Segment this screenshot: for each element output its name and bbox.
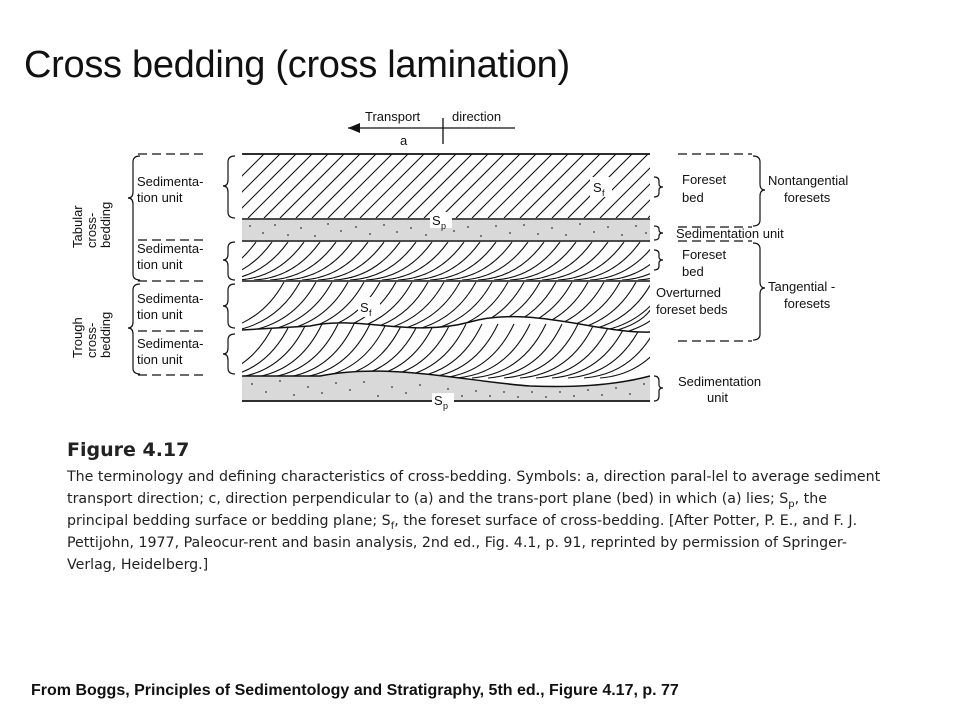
figure-block — [67, 438, 887, 576]
svg-text:Overturned: Overturned — [656, 285, 722, 300]
svg-text:S: S — [360, 300, 369, 315]
unit-label-2 — [137, 241, 203, 272]
trough-cross-bedding-label — [70, 312, 113, 358]
nontangential-foresets-label — [768, 173, 848, 205]
svg-text:S: S — [434, 393, 443, 408]
foreset-unit-4 — [200, 324, 674, 378]
right-unit-markers — [654, 154, 765, 401]
tangential-foresets-label — [768, 279, 835, 311]
svg-text:Sedimenta-: Sedimenta- — [137, 241, 204, 256]
svg-text:unit: unit — [707, 390, 728, 405]
svg-text:cross-: cross- — [84, 212, 99, 248]
svg-text:bed: bed — [682, 190, 704, 205]
svg-text:Tabular: Tabular — [70, 205, 85, 248]
svg-text:Tangential -: Tangential - — [768, 279, 836, 294]
foreset-bed-label-1 — [682, 172, 726, 205]
foreset-unit-2 — [190, 242, 704, 280]
svg-text:cross-: cross- — [84, 322, 99, 358]
figure-caption: The terminology and defining characteristics of cross-bedding. Symbols: a, direction paral-lel to average sediment transport direction; c, direction perpendicular to (a) and the trans-port plane (bed) in which (a) lies; $S_p$, the principal bedding surface or bedding plane; $S_f$, the foreset surface of cross-bedding. [After Potter, P. E., and F. J. Pettijohn, 1977, Paleocur-rent and basin analysis, 2nd ed., Fig. 4.1, p. 91, reprinted by permission of Springer-Verlag, Heidelberg.] — [67, 469, 881, 573]
svg-text:S: S — [432, 213, 441, 228]
unit-label-1 — [137, 174, 203, 205]
svg-text:foreset beds: foreset beds — [656, 302, 728, 317]
source-citation: From Boggs, Principles of Sedimentology and Stratigraphy, 5th ed., Figure 4.17, p. 77 — [31, 682, 679, 699]
unit-label-3 — [137, 291, 203, 322]
cross-bedding-diagram — [60, 100, 880, 425]
sf-symbol-2 — [358, 297, 380, 318]
svg-text:Sedimenta-: Sedimenta- — [137, 174, 204, 189]
sedimentation-unit-label-1: Sedimentation unit — [676, 226, 784, 241]
svg-text:tion unit: tion unit — [137, 190, 183, 205]
svg-text:tion unit: tion unit — [137, 307, 183, 322]
transport-direction-arrow — [348, 109, 515, 148]
sf-symbol-1 — [590, 177, 612, 198]
svg-text:Trough: Trough — [70, 317, 85, 358]
svg-text:p: p — [443, 401, 449, 411]
svg-text:Sedimenta-: Sedimenta- — [137, 336, 204, 351]
tabular-cross-bedding-label — [70, 202, 113, 248]
svg-text:Nontangential: Nontangential — [768, 173, 849, 188]
figure-label: Figure 4.17 — [67, 439, 190, 461]
svg-text:Sedimenta-: Sedimenta- — [137, 291, 204, 306]
slide-title: Cross bedding (cross lamination) — [24, 44, 570, 86]
foreset-unit-1 — [200, 154, 712, 218]
foreset-unit-3 — [210, 282, 668, 332]
arrow-a-label: a — [400, 133, 408, 148]
svg-text:Foreset: Foreset — [682, 172, 727, 187]
svg-text:foresets: foresets — [784, 190, 831, 205]
sedimentation-unit-label-2 — [678, 374, 761, 405]
svg-text:bedding: bedding — [98, 201, 113, 248]
svg-text:Sedimentation: Sedimentation — [678, 374, 762, 389]
foreset-bed-label-2 — [682, 247, 726, 279]
svg-text:foresets: foresets — [784, 296, 831, 311]
svg-text:S: S — [593, 180, 602, 195]
svg-text:p: p — [441, 221, 447, 231]
transport-label: Transport — [365, 109, 421, 124]
unit-label-4 — [137, 336, 203, 367]
svg-text:bed: bed — [682, 264, 704, 279]
sp-symbol-2 — [432, 393, 454, 411]
svg-text:bedding: bedding — [98, 311, 113, 358]
overturned-foreset-beds-label — [656, 285, 728, 317]
svg-text:Foreset: Foreset — [682, 247, 727, 262]
svg-text:tion unit: tion unit — [137, 257, 183, 272]
direction-label: direction — [452, 109, 502, 124]
svg-text:f: f — [602, 188, 605, 198]
svg-text:f: f — [369, 308, 372, 318]
svg-text:tion unit: tion unit — [137, 352, 183, 367]
